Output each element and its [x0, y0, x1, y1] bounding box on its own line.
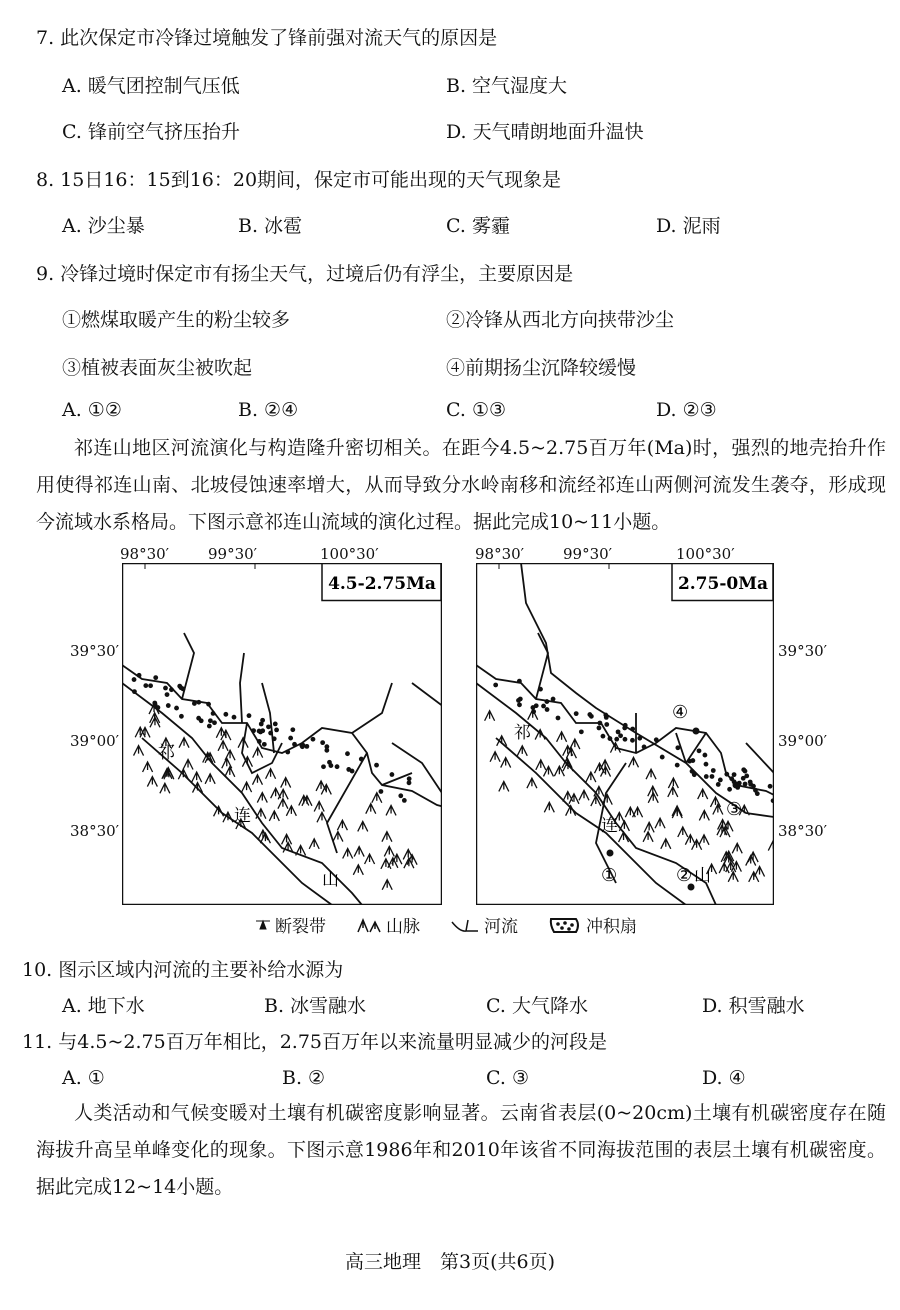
fan-dot [703, 753, 708, 758]
q7-option-c: C. 锋前空气挤压抬升 [62, 121, 240, 143]
fan-dot [637, 736, 642, 741]
fan-dot [741, 767, 746, 772]
question-9-stem: 9. 冷锋过境时保定市有扬尘天气，过境后仍有浮尘，主要原因是 [36, 263, 574, 285]
fan-dot [262, 742, 267, 747]
fan-dot [751, 784, 756, 789]
fan-dot [163, 686, 168, 691]
lat-label: 39°30′ [70, 642, 120, 660]
lat-label: 39°00′ [778, 732, 828, 750]
fan-dot [744, 773, 749, 778]
lon-label: 98°30′ [475, 545, 525, 563]
fan-dot [601, 734, 606, 739]
fan-dot [398, 793, 403, 798]
fan-dot [169, 687, 174, 692]
legend-fan: 冲积扇 [586, 917, 637, 937]
fan-dot [407, 780, 412, 785]
fan-dot [614, 737, 619, 742]
fan-dot [718, 778, 723, 783]
fan-dot [517, 679, 522, 684]
fan-dot [654, 737, 659, 742]
fan-dot [390, 772, 395, 777]
river-icon [450, 916, 480, 934]
fan-dot [359, 757, 364, 762]
fan-dot [300, 744, 305, 749]
fan-dot [597, 726, 602, 731]
fan-dot [604, 722, 609, 727]
passage-soil-carbon: 人类活动和气候变暖对土壤有机碳密度影响显著。云南省表层(0~20cm)土壤有机碳密度存在随海拔升高呈单峰变化的现象。下图示意1986年和2010年该省不同海拔范围的表层土壤有机碳密度。据此完成12~14小题。 [36, 1102, 886, 1198]
fan-dot [493, 683, 498, 688]
fan-dot [704, 762, 709, 767]
fan-dot [266, 724, 271, 729]
q9-statement-4: ④前期扬尘沉降较缓慢 [446, 357, 637, 379]
q9-option-b: B. ②④ [238, 399, 299, 421]
marker-2: ② [676, 865, 693, 886]
fan-dot [207, 724, 212, 729]
legend-river: 河流 [484, 917, 518, 937]
fan-dot [346, 767, 351, 772]
fan-dot [137, 673, 142, 678]
map-legend [255, 912, 637, 937]
fan-dot [710, 774, 715, 779]
page-footer: 高三地理 第3页(共6页) [344, 1251, 555, 1273]
fan-dot [727, 787, 732, 792]
lon-label: 99°30′ [563, 545, 613, 563]
fan-dot [587, 712, 592, 717]
fan-dot [608, 736, 613, 741]
fan-dot [268, 731, 273, 736]
fan-dot [541, 704, 546, 709]
fan-dot [165, 692, 170, 697]
fan-dot [247, 713, 252, 718]
fan-dot [324, 748, 329, 753]
fan-dot [690, 769, 695, 774]
fan-dot [260, 718, 265, 723]
q7-option-b: B. 空气湿度大 [446, 75, 568, 97]
fan-dot [143, 683, 148, 688]
fan-dot [704, 774, 709, 779]
lon-label: 98°30′ [120, 545, 170, 563]
fan-dot [292, 742, 297, 747]
map-period-label: 2.75-0Ma [677, 574, 769, 594]
fan-dot [196, 700, 201, 705]
q10-option-d: D. 积雪融水 [702, 995, 805, 1017]
marker-3: ③ [726, 799, 743, 820]
fan-dot [642, 744, 647, 749]
question-10-stem: 10. 图示区域内河流的主要补给水源为 [22, 959, 344, 981]
q7-option-a: A. 暖气团控制气压低 [62, 75, 240, 97]
fan-dot [196, 716, 201, 721]
fan-dot [320, 740, 325, 745]
fan-dot [206, 702, 211, 707]
fan-dot [623, 737, 628, 742]
lon-label: 100°30′ [320, 545, 379, 563]
lat-label: 38°30′ [70, 822, 120, 840]
fan-dot [251, 728, 256, 733]
q9-statement-2: ②冷锋从西北方向挟带沙尘 [446, 309, 675, 331]
fan-dot [148, 683, 153, 688]
question-7-stem: 7. 此次保定市冷锋过境触发了锋前强对流天气的原因是 [36, 27, 498, 49]
q9-option-d: D. ②③ [656, 399, 717, 421]
fan-dot [260, 728, 265, 733]
legend-mountain: 山脉 [386, 917, 420, 937]
q8-option-b: B. 冰雹 [238, 215, 303, 237]
marker-4: ④ [672, 702, 689, 723]
fan-dot [132, 689, 137, 694]
fan-dot [179, 714, 184, 719]
fan-dot [166, 703, 171, 708]
lat-label: 38°30′ [778, 822, 828, 840]
map-period-label: 4.5-2.75Ma [328, 574, 436, 594]
fan-dot [538, 687, 543, 692]
fan-dot [743, 782, 748, 787]
fan-dot [272, 736, 277, 741]
fan-dot [274, 727, 279, 732]
q10-option-b: B. 冰雪融水 [264, 995, 367, 1017]
passage-qilian: 祁连山地区河流演化与构造隆升密切相关。在距今4.5~2.75百万年(Ma)时，强烈的地壳抬升作用使得祁连山南、北坡侵蚀速率增大，从而导致分水岭南移和流经祁连山两侧河流发生袭夺，形成现今流域水系格局。下图示意祁连山流域的演化过程。据此完成10~11小题。 [36, 437, 886, 533]
fan-dot [697, 748, 702, 753]
fan-dot [232, 715, 237, 720]
fan-dot [402, 798, 407, 803]
fan-dot [273, 722, 278, 727]
fan-dot [518, 697, 523, 702]
q11-option-b: B. ② [282, 1067, 326, 1089]
fan-dot [304, 744, 309, 749]
fan-dot [729, 776, 734, 781]
fan-dot [574, 711, 579, 716]
q10-option-a: A. 地下水 [62, 995, 145, 1017]
fan-dot [622, 726, 627, 731]
alluvial-fan-icon [548, 915, 582, 935]
q7-option-d: D. 天气晴朗地面升温快 [446, 121, 644, 143]
fan-dot [675, 763, 680, 768]
lon-label: 99°30′ [208, 545, 258, 563]
lon-label: 100°30′ [676, 545, 735, 563]
fan-dot [192, 701, 197, 706]
q9-statement-3: ③植被表面灰尘被吹起 [62, 357, 253, 379]
fan-dot [311, 737, 316, 742]
fan-dot [687, 759, 692, 764]
fan-dot [211, 711, 216, 716]
fan-dot [716, 782, 721, 787]
fan-dot [257, 739, 262, 744]
place-char: 山 [322, 870, 339, 890]
fan-dot [288, 736, 293, 741]
place-char: 祁 [514, 723, 531, 743]
fan-dot [177, 684, 182, 689]
place-char: 祁 [158, 743, 175, 763]
fan-dot [290, 727, 295, 732]
q11-option-a: A. ① [62, 1067, 105, 1089]
fan-dot [660, 755, 665, 760]
fan-dot [556, 716, 561, 721]
fan-dot [597, 721, 602, 726]
q8-option-c: C. 雾霾 [446, 215, 510, 237]
fan-dot [755, 791, 760, 796]
place-char: 连 [234, 806, 251, 826]
map-4.5-2.75ma [122, 563, 442, 905]
marker-1: ① [601, 865, 618, 886]
fan-dot [329, 763, 334, 768]
fan-dot [374, 763, 379, 768]
fan-dot [711, 768, 716, 773]
fan-dot [345, 751, 350, 756]
fan-dot [630, 738, 635, 743]
fan-dot [517, 702, 522, 707]
q9-option-a: A. ①② [62, 399, 122, 421]
map-2.75-0ma [476, 563, 774, 905]
fan-dot [285, 750, 290, 755]
place-char: 山 [694, 866, 711, 886]
fan-dot [579, 729, 584, 734]
fan-dot [724, 772, 729, 777]
fan-dot [212, 720, 217, 725]
fan-dot [321, 764, 326, 769]
legend-fault: 断裂带 [275, 917, 326, 937]
mountain-icon [356, 916, 382, 934]
fan-dot [132, 677, 137, 682]
lat-label: 39°30′ [778, 642, 828, 660]
q8-option-d: D. 泥雨 [656, 215, 721, 237]
fan-dot [616, 729, 621, 734]
fan-dot [768, 784, 773, 789]
q10-option-c: C. 大气降水 [486, 995, 588, 1017]
q9-statement-1: ①燃煤取暖产生的粉尘较多 [62, 309, 291, 331]
fan-dot [223, 712, 228, 717]
fan-dot [604, 715, 609, 720]
question-11-stem: 11. 与4.5~2.75百万年相比，2.75百万年以来流量明显减少的河段是 [22, 1031, 608, 1053]
fan-dot [545, 707, 550, 712]
fan-dot [544, 699, 549, 704]
q9-option-c: C. ①③ [446, 399, 507, 421]
fan-dot [630, 727, 635, 732]
fan-dot [153, 675, 158, 680]
fault-icon [255, 919, 271, 931]
q11-option-c: C. ③ [486, 1067, 529, 1089]
fan-dot [174, 706, 179, 711]
fan-dot [732, 772, 737, 777]
place-char: 连 [601, 816, 618, 836]
fan-dot [379, 789, 384, 794]
lat-label: 39°00′ [70, 732, 120, 750]
fan-dot [335, 764, 340, 769]
q8-option-a: A. 沙尘暴 [62, 215, 145, 237]
fan-dot [208, 718, 213, 723]
question-8-stem: 8. 15日16：15到16：20期间，保定市可能出现的天气现象是 [36, 169, 562, 191]
fan-dot [551, 697, 556, 702]
q11-option-d: D. ④ [702, 1067, 746, 1089]
fan-dot [675, 745, 680, 750]
